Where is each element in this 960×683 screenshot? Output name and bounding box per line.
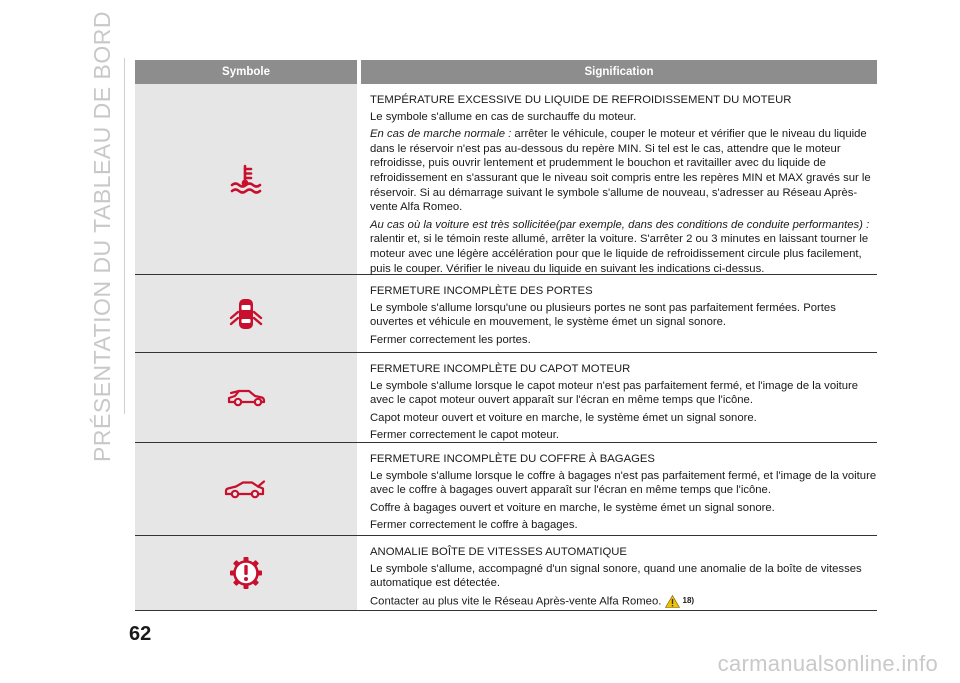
page-number: 62 xyxy=(129,623,152,645)
meaning-cell: FERMETURE INCOMPLÈTE DES PORTES Le symbole s'allume lorsqu'une ou plusieurs portes ne sont pas parfaitement fermées. Portes ouvertes et véhicule en mouvement, le système émet un signal sonore. Fermer correctement les portes. xyxy=(361,275,877,352)
symbol-cell xyxy=(135,275,357,352)
symbol-cell xyxy=(135,443,357,535)
row-title: FERMETURE INCOMPLÈTE DES PORTES xyxy=(370,285,593,297)
coolant-temperature-icon xyxy=(230,163,262,195)
table-row xyxy=(135,353,877,443)
trunk-open-icon xyxy=(224,478,268,500)
row-title: FERMETURE INCOMPLÈTE DU COFFRE À BAGAGES xyxy=(370,453,655,465)
transmission-fault-icon xyxy=(229,556,263,590)
table-header xyxy=(135,60,877,84)
symbol-cell xyxy=(135,353,357,442)
table-row xyxy=(135,536,877,611)
row-title: TEMPÉRATURE EXCESSIVE DU LIQUIDE DE REFROIDISSEMENT DU MOTEUR xyxy=(370,94,792,106)
hood-open-icon xyxy=(226,387,266,409)
caution-triangle-icon xyxy=(665,595,680,608)
meaning-cell: FERMETURE INCOMPLÈTE DU COFFRE À BAGAGES Le symbole s'allume lorsque le coffre à bagages n'est pas parfaitement fermé, et l'image de la voiture avec le coffre à bagages ouvert apparaît sur l'écran en même temps que l'icône. Coffre à bagages ouvert et voiture en marche, le système émet un signal sonore. Fermer correctement le coffre à bagages. xyxy=(370,453,877,532)
side-divider xyxy=(124,58,125,414)
door-open-icon xyxy=(228,297,264,331)
meaning-cell: FERMETURE INCOMPLÈTE DU CAPOT MOTEUR Le symbole s'allume lorsque le capot moteur n'est pas parfaitement fermé, et l'image de la voiture avec le capot moteur ouvert apparaît sur l'écran en même temps que l'icône. Capot moteur ouvert et voiture en marche, le système émet un signal sonore. Fermer correctement le capot moteur. xyxy=(361,353,877,442)
meaning-cell: TEMPÉRATURE EXCESSIVE DU LIQUIDE DE REFROIDISSEMENT DU MOTEUR Le symbole s'allume en cas de surchauffe du moteur. En cas de marche normale : arrêter le véhicule, couper le moteur et vérifier que le niveau du liquide dans le réservoir n'est pas au-dessous du repère MIN. Si tel est le cas, attendre que le moteur refroidisse, puis ouvrir lentement et prudemment le bouchon et ravitailler avec du liquide de refroidissement en s'assurant que le niveau soit compris entre les repères MIN et MAX gravés sur le réservoir. Si au démarrage suivant le symbole s'allume de nouveau, s'adresser au Réseau Après-vente Alfa Romeo. Au cas où la voiture est très sollicitée(par exemple, dans des conditions de conduite performantes) : ralentir et, si le témoin reste allumé, arrêter la voiture. S'arrêter 2 ou 3 minutes en laissant tourner le moteur avec une légère accélération pour que le liquide de refroidissement circule plus facilement, puis le couper. Vérifier le niveau du liquide en suivant les indications ci-dessus. xyxy=(361,84,877,274)
symbol-cell xyxy=(135,536,357,610)
row-title: ANOMALIE BOÎTE DE VITESSES AUTOMATIQUE xyxy=(370,546,627,558)
note-reference: 18) xyxy=(682,595,695,605)
row-title: FERMETURE INCOMPLÈTE DU CAPOT MOTEUR xyxy=(370,363,631,375)
header-symbol: Symbole xyxy=(222,66,270,78)
meaning-cell: ANOMALIE BOÎTE DE VITESSES AUTOMATIQUE Le symbole s'allume, accompagné d'un signal sonore, quand une anomalie de la boîte de vitesses automatique est détectée. Contacter au plus vite le Réseau Après-vente Alfa Romeo. 18) xyxy=(361,536,877,610)
table-row xyxy=(135,84,877,275)
header-meaning: Signification xyxy=(584,66,654,78)
symbol-cell xyxy=(135,84,357,274)
warning-symbols-table xyxy=(135,60,877,611)
table-row xyxy=(135,443,877,536)
section-side-title: PRÉSENTATION DU TABLEAU DE BORD xyxy=(88,10,115,462)
warning-note xyxy=(665,594,695,609)
table-row xyxy=(135,275,877,353)
watermark: carmanualsonline.info xyxy=(717,651,938,676)
